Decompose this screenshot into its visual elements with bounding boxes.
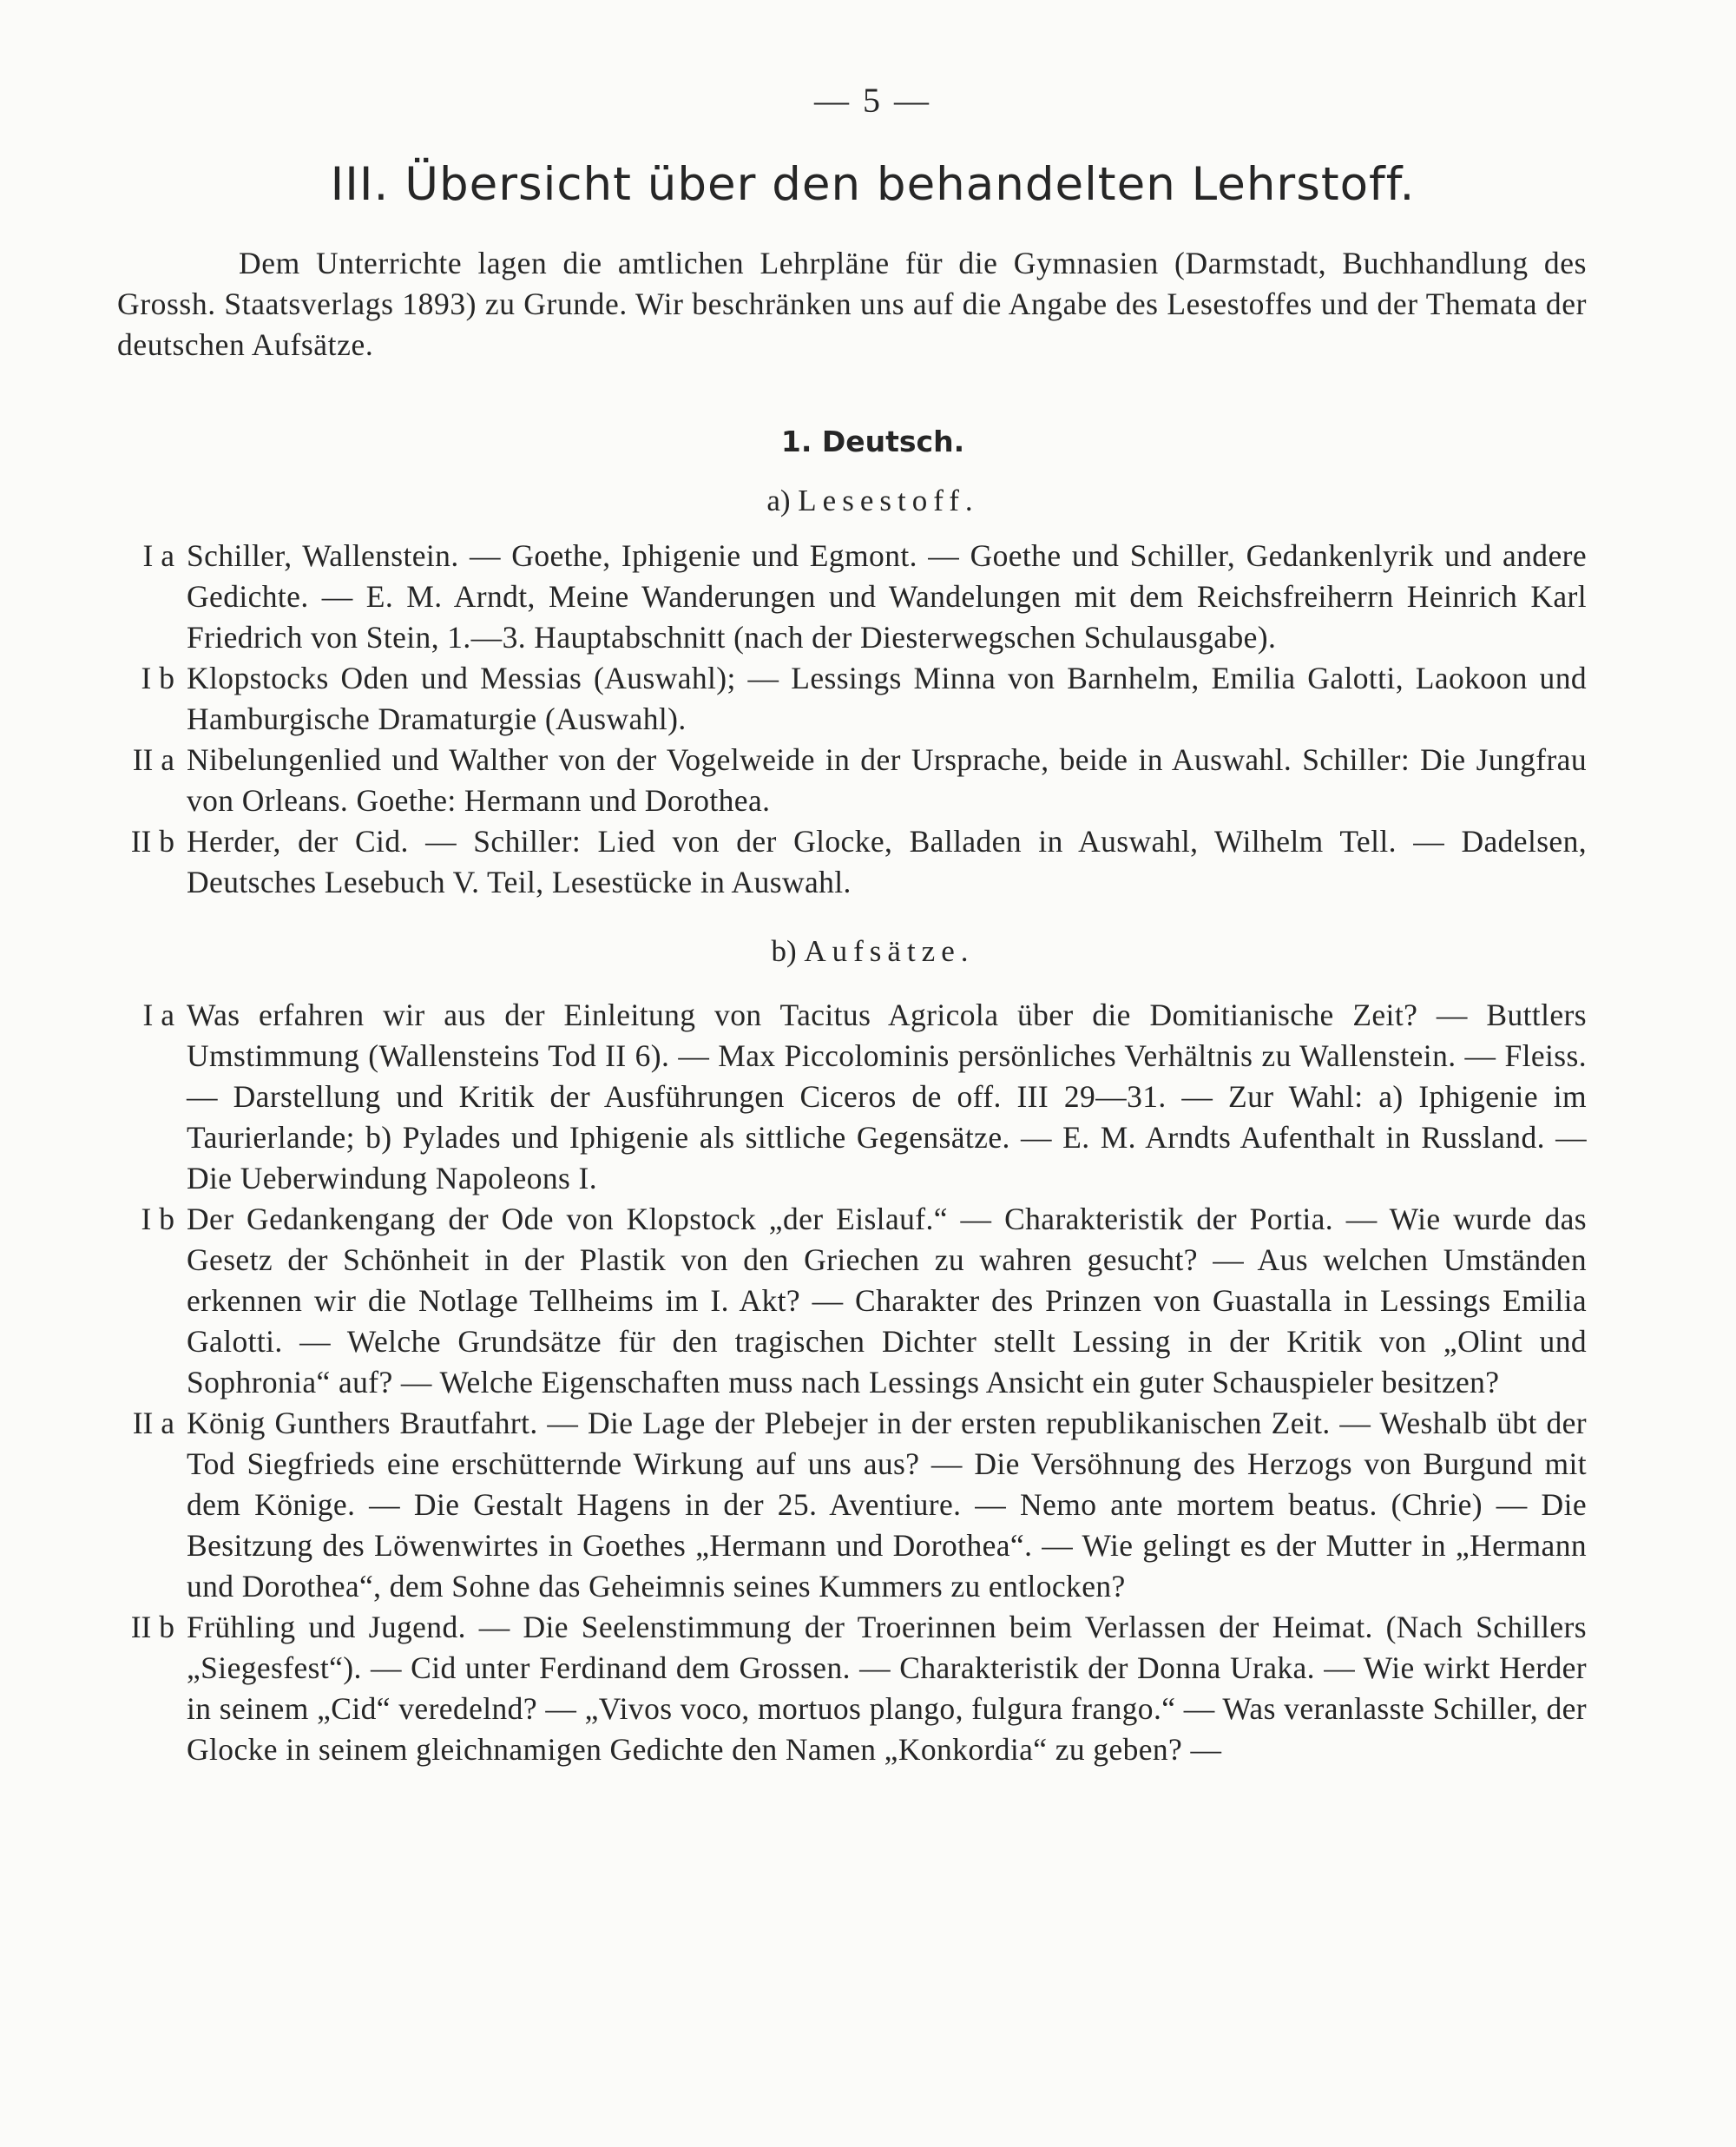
entry-text: Klopstocks Oden und Messias (Auswahl); — Lessings Minna von Barnhelm, Emilia Galotti, Laokoon und Hamburgische Dramaturgie (Auswahl). [187,661,1587,736]
class-label: II b [130,1610,174,1644]
aufsaetze-entry-iia [117,1403,1587,1607]
class-label: I b [141,661,174,695]
entry-text: Frühling und Jugend. — Die Seelenstimmung der Troerinnen beim Verlassen der Heimat. (Nach Schillers „Siegesfest“). — Cid unter Ferdinand dem Grossen. — Charakteristik der Donna Uraka. — Wie wirkt Herder in seinem „Cid“ veredelnd? — „Vivos voco, mortuos plango, fulgura frango.“ — Was veranlasste Schiller, der Glocke in seinem gleichnamigen Gedichte den Namen „Konkordia“ zu geben? — [187,1610,1587,1767]
class-label: II a [132,742,174,777]
aufsaetze-heading [159,929,1587,974]
entry-text: Herder, der Cid. — Schiller: Lied von der Glocke, Balladen in Auswahl, Wilhelm Tell. — Dadelsen, Deutsches Lesebuch V. Teil, Lesestücke in Auswahl. [187,824,1587,899]
class-label: I a [142,998,174,1032]
lesestoff-entry-iib [117,821,1587,903]
aufsaetze-entry-iib [117,1607,1587,1770]
entry-text: Der Gedankengang der Ode von Klopstock „der Eislauf.“ — Charakteristik der Portia. — Wie wurde das Gesetz der Schönheit in der Plastik von den Griechen zu wahren gesucht? — Aus welchen Umständen erkennen wir die Notlage Tellheims im I. Akt? — Charakter des Prinzen von Guastalla in Lessings Emilia Galotti. — Welche Grundsätze für den tragischen Dichter stellt Lessing in der Kritik von „Olint und Sophronia“ auf? — Welche Eigenschaften muss nach Lessings Ansicht ein guter Schauspieler besitzen? [187,1202,1587,1400]
lesestoff-entry-iia [117,740,1587,821]
entry-text: König Gunthers Brautfahrt. — Die Lage der Plebejer in der ersten republikanischen Zeit. — Weshalb übt der Tod Siegfrieds eine erschütternde Wirkung auf uns aus? — Die Versöhnung des Herzogs von Burgund mit dem Könige. — Die Gestalt Hagens in der 25. Aventiure. — Nemo ante mortem beatus. (Chrie) — Die Besitzung des Löwenwirtes in Goethes „Hermann und Dorothea“. — Wie gelingt es der Mutter in „Hermann und Dorothea“, dem Sohne das Geheimnis seines Kummers zu entlocken? [187,1406,1587,1604]
lesestoff-entry-ib [117,658,1587,740]
aufsaetze-entry-ib [117,1199,1587,1403]
class-label: II a [132,1406,174,1440]
class-label: I a [142,538,174,573]
lesestoff-list [117,536,1587,903]
aufsaetze-label: Aufsätze. [804,934,975,968]
class-label: II b [130,824,174,859]
aufsaetze-entry-ia [117,995,1587,1199]
lesestoff-label: Lesestoff. [798,484,979,517]
lesestoff-heading [159,478,1587,524]
class-label: I b [141,1202,174,1236]
entry-text: Schiller, Wallenstein. — Goethe, Iphigenie und Egmont. — Goethe und Schiller, Gedankenlyrik und andere Gedichte. — E. M. Arndt, Meine Wanderungen und Wandelungen mit dem Reichsfreiherrn Heinrich Karl Friedrich von Stein, 1.—3. Hauptabschnitt (nach der Diesterwegschen Schulausgabe). [187,538,1587,655]
aufsaetze-prefix: b) [771,934,797,968]
section-title-deutsch: 1. Deutsch. [780,425,965,458]
page-number: — 5 — [814,81,931,120]
entry-text: Nibelungenlied und Walther von der Vogelweide in der Ursprache, beide in Auswahl. Schiller: Die Jungfrau von Orleans. Goethe: Hermann und Dorothea. [187,742,1587,818]
aufsaetze-list [117,995,1587,1770]
entry-text: Was erfahren wir aus der Einleitung von Tacitus Agricola über die Domitianische Zeit? — Buttlers Umstimmung (Wallensteins Tod II 6). — Max Piccolominis persönliches Verhältnis zu Wallenstein. — Fleiss. — Darstellung und Kritik der Ausführungen Ciceros de off. III 29—31. — Zur Wahl: a) Iphigenie im Taurierlande; b) Pylades und Iphigenie als sittliche Gegensätze. — E. M. Arndts Aufenthalt in Russland. — Die Ueberwindung Napoleons I. [187,998,1587,1195]
lesestoff-entry-ia [117,536,1587,658]
intro-paragraph: Dem Unterrichte lagen die amtlichen Lehrpläne für die Gymnasien (Darmstadt, Buchhandlung des Grossh. Staatsverlags 1893) zu Grunde. Wir beschränken uns auf die Angabe des Lesestoffes und der Themata der deutschen Aufsätze. [117,246,1587,362]
lesestoff-prefix: a) [766,484,791,517]
page-title: III. Übersicht über den behandelten Lehrstoff. [330,158,1416,211]
